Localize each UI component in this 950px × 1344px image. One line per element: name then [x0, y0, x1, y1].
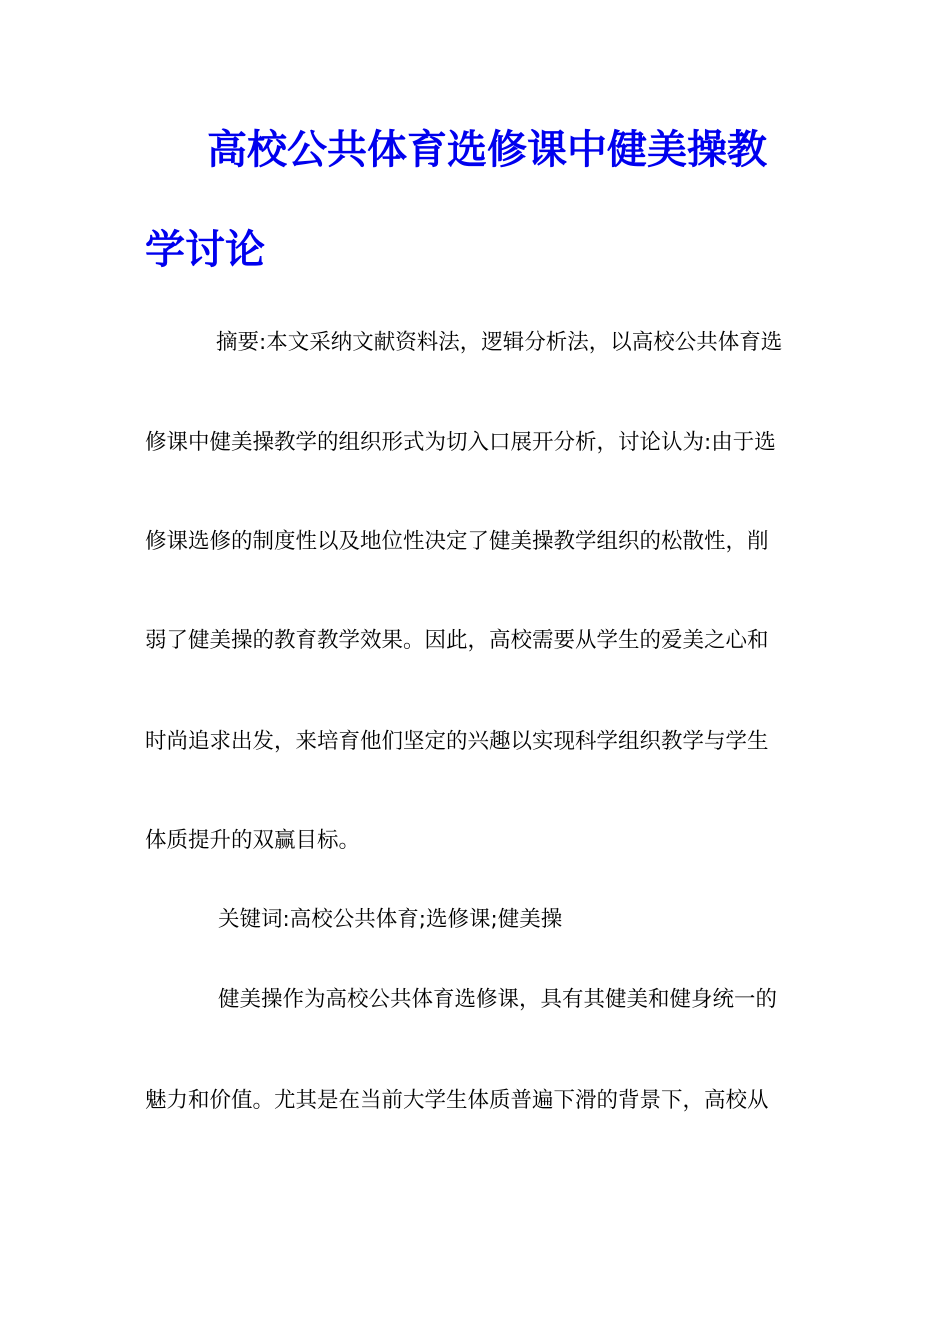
body-line-2: 魅力和价值。尤其是在当前大学生体质普遍下滑的背景下，高校从 [145, 1088, 769, 1113]
keywords-line: 关键词:高校公共体育;选修课;健美操 [218, 907, 563, 932]
document-title-line-1: 高校公共体育选修课中健美操教 [207, 127, 767, 173]
abstract-line-3: 修课选修的制度性以及地位性决定了健美操教学组织的松散性，削 [145, 529, 769, 554]
abstract-line-1: 摘要:本文采纳文献资料法，逻辑分析法，以高校公共体育选 [216, 330, 783, 355]
document-title-line-2: 学讨论 [145, 227, 265, 273]
body-line-1: 健美操作为高校公共体育选修课，具有其健美和健身统一的 [218, 987, 778, 1012]
abstract-line-4: 弱了健美操的教育教学效果。因此，高校需要从学生的爱美之心和 [145, 628, 769, 653]
abstract-line-2: 修课中健美操教学的组织形式为切入口展开分析，讨论认为:由于选 [145, 430, 776, 455]
abstract-line-5: 时尚追求出发，来培育他们坚定的兴趣以实现科学组织教学与学生 [145, 729, 769, 754]
abstract-line-6: 体质提升的双赢目标。 [145, 828, 361, 853]
